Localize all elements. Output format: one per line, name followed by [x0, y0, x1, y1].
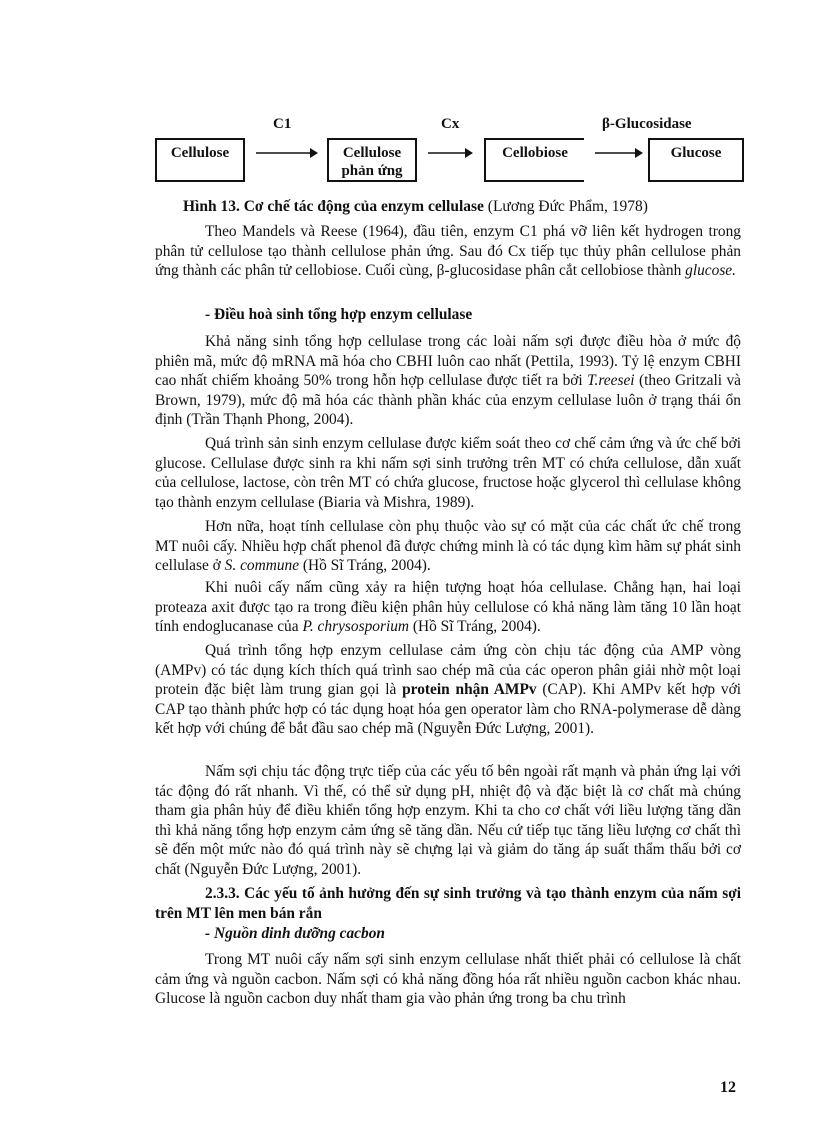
- paragraph: Trong MT nuôi cấy nấm sợi sinh enzym cellulase nhất thiết phải có cellulose là chất cảm ứng và nguồn cacbon. Nấm sợi có khả năng đồng hóa rất nhiều nguồn cacbon khác nhau. Glucose là nguồn cacbon duy nhất tham gia vào phản ứng trong ba chu trình: [155, 951, 741, 1008]
- box-cellulose-reactive: Cellulose phản ứng: [327, 138, 417, 182]
- paragraph: Quá trình sản sinh enzym cellulase được kiểm soát theo cơ chế cảm ứng và ức chế bởi glucose. Cellulase được sinh ra khi nấm sợi sinh trưởng trên MT có chứa cellulose, dẫn xuất của cellulose, lactose, còn trên MT có chứa glucose, fructose hoặc glycerol thì cellulase không tạo thành enzym cellulase (Biaria và Mishra, 1989).: [155, 435, 741, 511]
- figure-caption: Hình 13. Cơ chế tác động của enzym cellulase (Lương Đức Phẩm, 1978): [183, 198, 648, 215]
- arrow-icon: [595, 147, 643, 159]
- enzyme-label-glucosidase: β-Glucosidase: [602, 116, 692, 132]
- box-cellulose: Cellulose: [155, 138, 245, 182]
- section-heading: - Nguồn dinh dưỡng cacbon: [205, 925, 385, 942]
- paragraph: Quá trình tổng hợp enzym cellulase cảm ứng còn chịu tác động của AMP vòng (AMPv) có tác dụng kích thích quá trình sao chép mã của các operon phân giải nhờ một loại protein đặc biệt làm trung gian gọi là protein nhận AMPv (CAP). Khi AMPv kết hợp với CAP tạo thành phức hợp có tác dụng hoạt hóa gen operator làm cho RNA-polymerase dễ dàng kết hợp với chúng để bắt đầu sao chép mã (Nguyễn Đức Lượng, 2001).: [155, 642, 742, 738]
- enzyme-label-cx: Cx: [441, 116, 460, 132]
- arrow-icon: [428, 147, 473, 159]
- enzyme-label-c1: C1: [273, 116, 292, 132]
- paragraph: Nấm sợi chịu tác động trực tiếp của các yếu tố bên ngoài rất mạnh và phản ứng lại với tác động đó rất nhanh. Vì thế, có thể sử dụng pH, nhiệt độ và đặc biệt là cơ chất mà chúng tham gia phân hủy để điều khiển tổng hợp enzym. Khi ta cho cơ chất với liều lượng tăng dần thì khả năng tổng hợp enzym cảm ứng sẽ tăng dần. Nếu cứ tiếp tục tăng liều lượng cơ chất thì sẽ đến một mức nào đó quá trình này sẽ chựng lại và giảm do tăng áp suất thẩm thấu bởi cơ chất (Nguyễn Đức Lượng, 2001).: [155, 763, 741, 878]
- arrow-icon: [256, 147, 318, 159]
- page-number: 12: [720, 1079, 736, 1096]
- section-heading: - Điều hoà sinh tổng hợp enzym cellulase: [205, 306, 473, 323]
- box-glucose: Glucose: [648, 138, 744, 182]
- paragraph: Khi nuôi cấy nấm cũng xảy ra hiện tượng hoạt hóa cellulase. Chẳng hạn, hai loại proteaza axit được tạo ra trong điều kiện phân hủy cellulose có khả năng làm tăng 10 lần hoạt tính endoglucanase của P. chrysosporium (Hồ Sĩ Tráng, 2004).: [155, 579, 741, 636]
- paragraph: Khả năng sinh tổng hợp cellulase trong các loài nấm sợi được điều hòa ở mức độ phiên mã, mức độ mRNA mã hóa cho CBHI luôn cao nhất (Pettila, 1993). Tỷ lệ enzym CBHI cao nhất chiếm khoảng 50% trong hỗn hợp cellulase được tiết ra bởi T.reesei (theo Gritzali và Brown, 1979), mức độ mã hóa các thành phần khác của enzym cellulase luôn ở trạng thái ổn định (Trần Thạnh Phong, 2004).: [155, 333, 741, 429]
- mechanism-diagram: [155, 116, 745, 191]
- paragraph: Hơn nữa, hoạt tính cellulase còn phụ thuộc vào sự có mặt của các chất ức chế trong MT nuôi cấy. Nhiều hợp chất phenol đã được chứng minh là có tác dụng kìm hãm sự phát sinh cellulase ở S. commune (Hồ Sĩ Tráng, 2004).: [155, 518, 741, 575]
- subsection-heading: 2.3.3. Các yếu tố ảnh hưởng đến sự sinh trưởng và tạo thành enzym của nấm sợi trên MT lên men bán rắn: [155, 885, 741, 922]
- box-cellobiose: Cellobiose: [484, 138, 584, 182]
- paragraph: Theo Mandels và Reese (1964), đầu tiên, enzym C1 phá vỡ liên kết hydrogen trong phân tử cellulose tạo thành cellulose phản ứng. Sau đó Cx tiếp tục thủy phân cellulose phản ứng thành các phân tử cellobiose. Cuối cùng, β-glucosidase phân cắt cellobiose thành glucose.: [155, 223, 741, 280]
